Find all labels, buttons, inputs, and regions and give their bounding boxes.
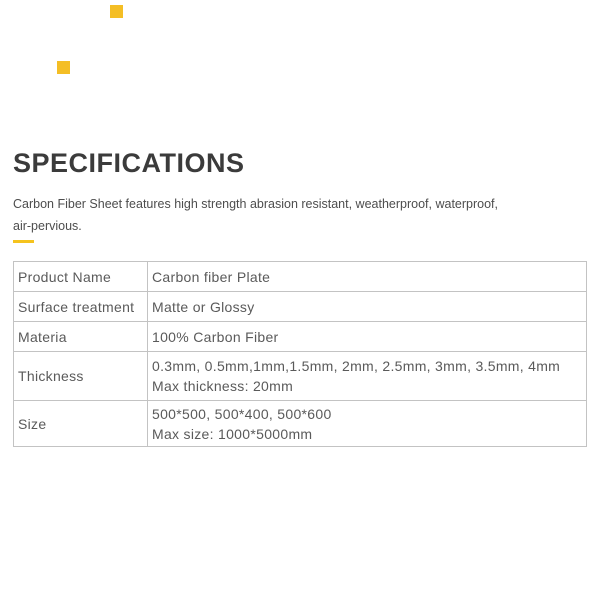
table-row-product-name: [14, 262, 587, 292]
row-value-line: Carbon fiber Plate: [152, 268, 271, 285]
row-label: Materia: [14, 322, 148, 352]
row-value-line: 500*500, 500*400, 500*600: [152, 405, 332, 422]
row-value: [148, 352, 587, 401]
description-line-1: Carbon Fiber Sheet features high strength abrasion resistant, weatherproof, waterproof,: [13, 197, 498, 211]
row-value-line: Max thickness: 20mm: [152, 378, 294, 394]
table-row-surface-treatment: [14, 292, 587, 322]
row-value: [148, 401, 587, 447]
row-label: Product Name: [14, 262, 148, 292]
row-value: [148, 322, 587, 352]
row-label: Size: [14, 401, 148, 447]
table-row-materia: [14, 322, 587, 352]
row-value-line: 100% Carbon Fiber: [152, 328, 279, 345]
row-value: [148, 262, 587, 292]
row-label: Surface treatment: [14, 292, 148, 322]
table-row-size: [14, 401, 587, 447]
row-value: [148, 292, 587, 322]
page-title: SPECIFICATIONS: [13, 148, 245, 178]
table-row-thickness: [14, 352, 587, 401]
section-description: [13, 193, 587, 237]
accent-divider: [13, 240, 34, 243]
specifications-section: [13, 0, 587, 447]
description-line-2: air-pervious.: [13, 219, 82, 233]
row-value-line: 0.3mm, 0.5mm,1mm,1.5mm, 2mm, 2.5mm, 3mm, 3.5mm, 4mm: [152, 358, 561, 374]
spec-table: [13, 261, 587, 447]
row-label: Thickness: [14, 352, 148, 401]
row-value-line: Matte or Glossy: [152, 298, 255, 315]
row-value-line: Max size: 1000*5000mm: [152, 425, 313, 442]
